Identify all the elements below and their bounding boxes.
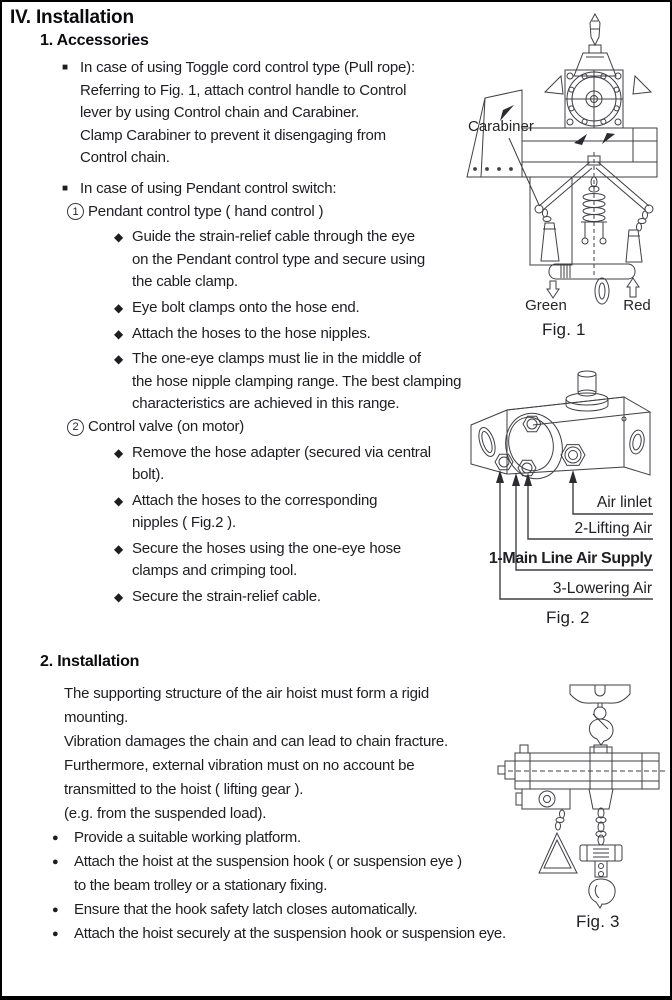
figure-3	[492, 667, 672, 947]
text-line: characteristics are achieved in this range.	[132, 395, 400, 413]
text-line: The one-eye clamps must lie in the middle of	[132, 350, 421, 368]
accessories-content	[62, 57, 466, 609]
diamond-item	[114, 442, 466, 487]
text-line: Attach the hoses to the hose nipples.	[132, 324, 371, 342]
green-label: Green	[525, 297, 567, 314]
control-valve-item	[67, 416, 466, 439]
square-bullet-icon: ■	[62, 62, 68, 73]
text-line: The supporting structure of the air hoist must form a rigid	[64, 685, 430, 702]
diamond-bullet-icon: ◆	[114, 445, 124, 460]
section-2-heading: 2. Installation	[40, 653, 140, 670]
text-line: mounting.	[64, 709, 129, 726]
diamond-item	[114, 323, 466, 346]
text-line: Furthermore, external vibration must on no account be	[64, 757, 415, 774]
diamond-item	[114, 490, 466, 535]
text-line: transmitted to the hoist ( lifting gear ).	[64, 781, 304, 798]
figure-1	[457, 10, 669, 350]
dot-bullet-icon: ●	[52, 856, 59, 868]
main-line-air-supply-label: 1-Main Line Air Supply	[488, 550, 652, 567]
hoist-front-view-drawing	[457, 10, 667, 310]
diamond-bullet-icon: ◆	[114, 590, 124, 605]
text-line: Ensure that the hook safety latch closes automatically.	[74, 901, 418, 918]
text-line: Control valve (on motor)	[88, 417, 245, 435]
text-line: In case of using Pendant control switch:	[80, 179, 337, 197]
text-line: clamps and crimping tool.	[132, 562, 298, 580]
air-inlet-label: Air linlet	[596, 494, 652, 511]
text-line: Secure the strain-relief cable.	[132, 588, 321, 606]
text-line: Vibration damages the chain and can lead to chain fracture.	[64, 733, 449, 750]
text-line: Guide the strain-relief cable through the eye	[132, 228, 415, 246]
text-line: Attach the hoist securely at the suspension hook or suspension eye.	[74, 925, 506, 942]
diamond-bullet-icon: ◆	[114, 493, 124, 508]
section-1-heading: 1. Accessories	[40, 32, 149, 49]
figure-3-caption: Fig. 3	[576, 912, 620, 931]
text-line: lever by using Control chain and Carabiner.	[80, 104, 360, 122]
text-line: In case of using Toggle cord control type (Pull rope):	[80, 59, 415, 76]
text-line: Secure the hoses using the one-eye hose	[132, 539, 402, 557]
text-line: Referring to Fig. 1, attach control handle to Control	[80, 81, 407, 99]
text-line: Provide a suitable working platform.	[74, 829, 301, 846]
pendant-bullet	[62, 178, 466, 201]
text-line: Control chain.	[80, 149, 170, 167]
diamond-bullet-icon: ◆	[114, 230, 124, 245]
figure-2-caption: Fig. 2	[546, 608, 590, 627]
text-line: nipples ( Fig.2 ).	[132, 514, 236, 532]
text-line: on the Pendant control type and secure using	[132, 250, 426, 268]
hoist-side-view-drawing	[492, 667, 672, 917]
dot-bullet-icon: ●	[52, 928, 59, 940]
installation-paragraph	[64, 682, 494, 826]
red-label: Red	[623, 297, 651, 314]
square-bullet-icon: ■	[62, 182, 68, 194]
diamond-item	[114, 538, 466, 583]
text-line: the hose nipple clamping range. The best clamping	[132, 372, 462, 390]
diamond-item	[114, 297, 466, 320]
pendant-type-item	[67, 201, 466, 224]
figure-1-caption: Fig. 1	[542, 320, 586, 339]
text-line: Clamp Carabiner to prevent it disengaging from	[80, 126, 386, 144]
text-line: Attach the hoist at the suspension hook ( or suspension eye )	[74, 853, 462, 870]
diamond-item	[114, 226, 466, 294]
lowering-air-label: 3-Lowering Air	[552, 580, 652, 597]
text-line: Eye bolt clamps onto the hose end.	[132, 298, 360, 316]
text-line: Remove the hose adapter (secured via central bolt).	[132, 443, 431, 484]
text-line: Attach the hoses to the corresponding	[132, 491, 378, 509]
diamond-item	[114, 348, 466, 416]
page-title: IV. Installation	[10, 7, 134, 28]
text-line: to the beam trolley or a stationary fixing.	[74, 877, 328, 894]
lifting-air-label: 2-Lifting Air	[574, 520, 652, 537]
diamond-bullet-icon: ◆	[114, 541, 124, 556]
circled-number-2: 2	[67, 419, 84, 436]
carabiner-label: Carabiner	[468, 118, 534, 135]
text-line: Pendant control type ( hand control )	[88, 202, 324, 220]
diamond-bullet-icon: ◆	[114, 300, 124, 315]
text-line: (e.g. from the suspended load).	[64, 805, 267, 822]
diamond-bullet-icon: ◆	[114, 352, 124, 367]
text-line: the cable clamp.	[132, 273, 239, 291]
toggle-bullet	[62, 57, 466, 170]
diamond-item	[114, 586, 466, 609]
figure-2	[457, 362, 669, 634]
dot-bullet-icon: ●	[52, 904, 59, 916]
circled-number-1: 1	[67, 203, 84, 220]
diamond-bullet-icon: ◆	[114, 326, 124, 341]
dot-bullet-icon: ●	[52, 832, 59, 844]
